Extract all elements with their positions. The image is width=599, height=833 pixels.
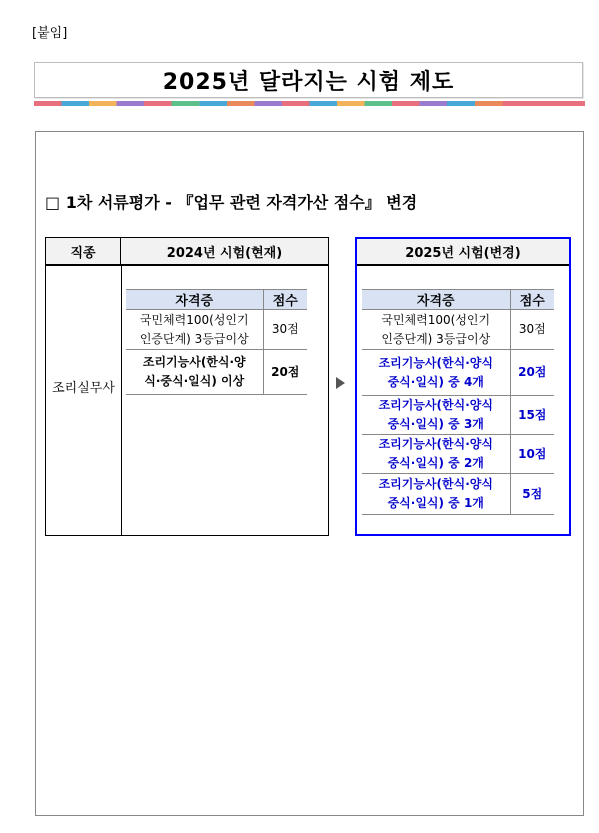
cert-line: 중식·일식) 중 1개 [387, 496, 484, 510]
cert-line: 국민체력100(성인기 [381, 312, 491, 327]
cert-cell [126, 310, 263, 350]
page-title-box [34, 62, 583, 98]
table-row [362, 396, 554, 435]
score-cell: 20점 [263, 350, 307, 395]
cert-cell [362, 310, 510, 350]
cert-cell [362, 474, 510, 515]
table-row [126, 350, 307, 395]
table-2024 [45, 237, 329, 536]
cert-line: 조리기능사(한식·양식 [378, 355, 493, 370]
score-cell: 5점 [510, 474, 554, 515]
cert-cell [126, 350, 263, 395]
cert-table-header [126, 290, 307, 310]
cert-line: 중식·일식) 중 2개 [387, 456, 484, 470]
table-2024-header [46, 238, 328, 266]
score-cell: 15점 [510, 396, 554, 435]
section-heading: □ 1차 서류평가 - 『업무 관련 자격가산 점수』 변경 [45, 193, 418, 212]
cert-cell [362, 435, 510, 474]
cert-table-2025 [362, 289, 554, 515]
table-row [362, 474, 554, 515]
cert-table-2024 [126, 289, 307, 395]
cert-line: 조리기능사(한식·양식 [378, 477, 493, 491]
col-header-2024: 2024년 시험(현재) [166, 245, 283, 261]
table-row [362, 350, 554, 396]
table-row [126, 310, 307, 350]
cert-table-header [362, 290, 554, 310]
page-title: 2025년 달라지는 시험 제도 [162, 69, 455, 95]
cert-line: 국민체력100(성인기 [139, 312, 249, 327]
cert-line: 인증단계) 3등급이상 [139, 331, 249, 346]
score-header: 점수 [510, 290, 554, 310]
score-cell: 20점 [510, 350, 554, 396]
col-header-2025: 2025년 시험(변경) [357, 239, 569, 266]
cert-cell [362, 396, 510, 435]
table-row [362, 310, 554, 350]
cert-line: 조리기능사(한식·양식 [378, 437, 493, 451]
col-header-job: 직종 [46, 238, 121, 264]
score-cell: 30점 [263, 310, 307, 350]
score-cell: 10점 [510, 435, 554, 474]
decorative-stripe [34, 101, 585, 106]
score-header: 점수 [263, 290, 307, 310]
score-cell: 30점 [510, 310, 554, 350]
job-type-cell: 조리실무사 [52, 381, 115, 396]
cert-line: 식·중식·일식) 이상 [144, 374, 245, 388]
attachment-label: [붙임] [32, 26, 68, 41]
table-2025 [355, 237, 571, 536]
cert-header: 자격증 [126, 290, 263, 310]
cert-line: 조리기능사(한식·양 [142, 355, 246, 369]
cert-line: 조리기능사(한식·양식 [378, 398, 493, 412]
arrow-right-icon [336, 377, 345, 389]
cert-line: 인증단계) 3등급이상 [381, 331, 491, 346]
cert-header: 자격증 [362, 290, 510, 310]
column-divider [121, 266, 122, 535]
cert-line: 중식·일식) 중 3개 [387, 417, 484, 431]
cert-cell [362, 350, 510, 396]
cert-line: 중식·일식) 중 4개 [387, 374, 484, 389]
table-row [362, 435, 554, 474]
